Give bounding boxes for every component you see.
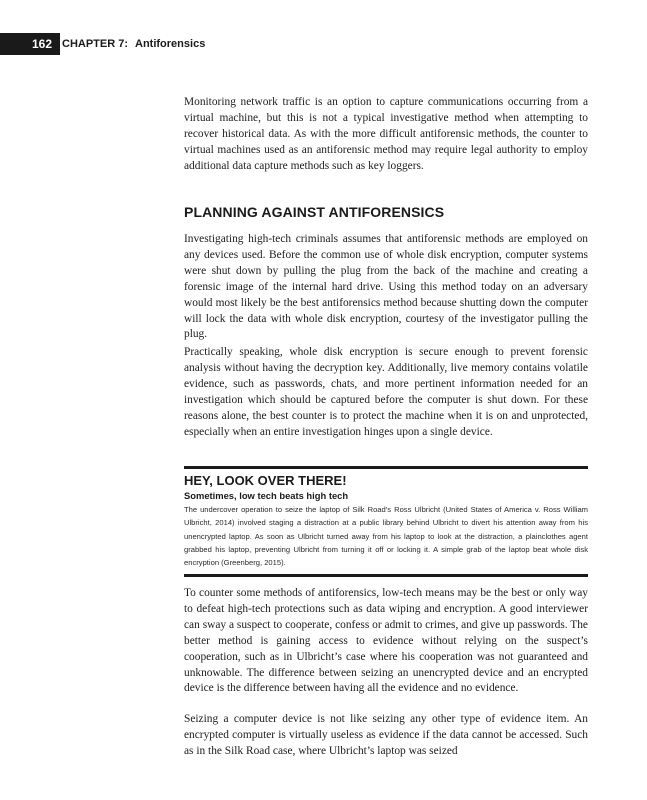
section-paragraph: Investigating high-tech criminals assumes that antiforensic methods are employed on any devices used. Before the common use of whole disk encryption, computer systems were shut down by pulling the plug from the back of the machine and creating a forensic image of the internal hard drive. Using this method today on an adversary would most likely be the best antiforensics method because shutting down the computer will lock the data with whole disk encryption, courtesy of the investigator pulling the plug. [184, 233, 588, 341]
sidebar-subtitle: Sometimes, low tech beats high tech [184, 490, 349, 501]
section-paragraph-block-1 [184, 232, 588, 343]
after-paragraph-block-2 [184, 712, 588, 760]
section-paragraph: Practically speaking, whole disk encryption is secure enough to prevent forensic analysis without having the decryption key. Additionally, live memory contains volatile evidence, such as passwords, chats, and more pertinent information needed for an investigation which should be captured before the computer is shut down. For these reasons alone, the best counter is to protect the machine when it is on and unprotected, especially when an entire investigation hinges upon a single device. [184, 346, 588, 438]
sidebar-box [184, 466, 588, 577]
intro-paragraph-block [184, 95, 588, 175]
chapter-title [62, 33, 205, 55]
body-paragraph: To counter some methods of antiforensics, low-tech means may be the best or only way to defeat high-tech protections such as data wiping and encryption. A good interviewer can sway a suspect to cooperate, confess or admit to crimes, and give up passwords. The better method is gaining access to evidence without relying on the suspect’s cooperation, such as in Ulbricht’s case where his cooperation was not guaranteed and unknowable. The difference between seizing an unencrypted device and an encrypted device is the difference between having all the evidence and no evidence. [184, 587, 588, 695]
sidebar-body: The undercover operation to seize the laptop of Silk Road’s Ross Ulbricht (United States of America v. Ross William Ulbricht, 2014) involved staging a distraction at a public library behind Ulbricht to divert his attention away from his unencrypted laptop. As soon as Ulbricht turned away from his laptop to look at the distraction, a plainclothes agent grabbed his laptop, preventing Ulbricht from turning it off or locking it. A simple grab of the laptop beat whole disk encryption (Greenberg, 2015). [184, 505, 588, 568]
sidebar-title: HEY, LOOK OVER THERE! [184, 473, 347, 488]
body-paragraph: Seizing a computer device is not like seizing any other type of evidence item. An encrypted computer is virtually useless as evidence if the data cannot be accessed. Such as in the Silk Road case, where Ulbricht’s laptop was seized [184, 713, 588, 757]
after-paragraph-block-1 [184, 586, 588, 697]
section-heading: PLANNING AGAINST ANTIFORENSICS [184, 204, 445, 220]
page-number: 162 [0, 33, 60, 55]
intro-paragraph: Monitoring network traffic is an option to capture communications occurring from a virtual machine, but this is not a typical investigative method when attempting to recover historical data. As with the more difficult antiforensic methods, the counter to virtual machines used as an antiforensic method may require legal authority to employ additional data capture methods such as key loggers. [184, 96, 588, 172]
chapter-name: Antiforensics [135, 38, 206, 50]
running-head [0, 33, 647, 55]
section-paragraph-block-2 [184, 345, 588, 440]
chapter-label: CHAPTER 7: [62, 38, 129, 50]
